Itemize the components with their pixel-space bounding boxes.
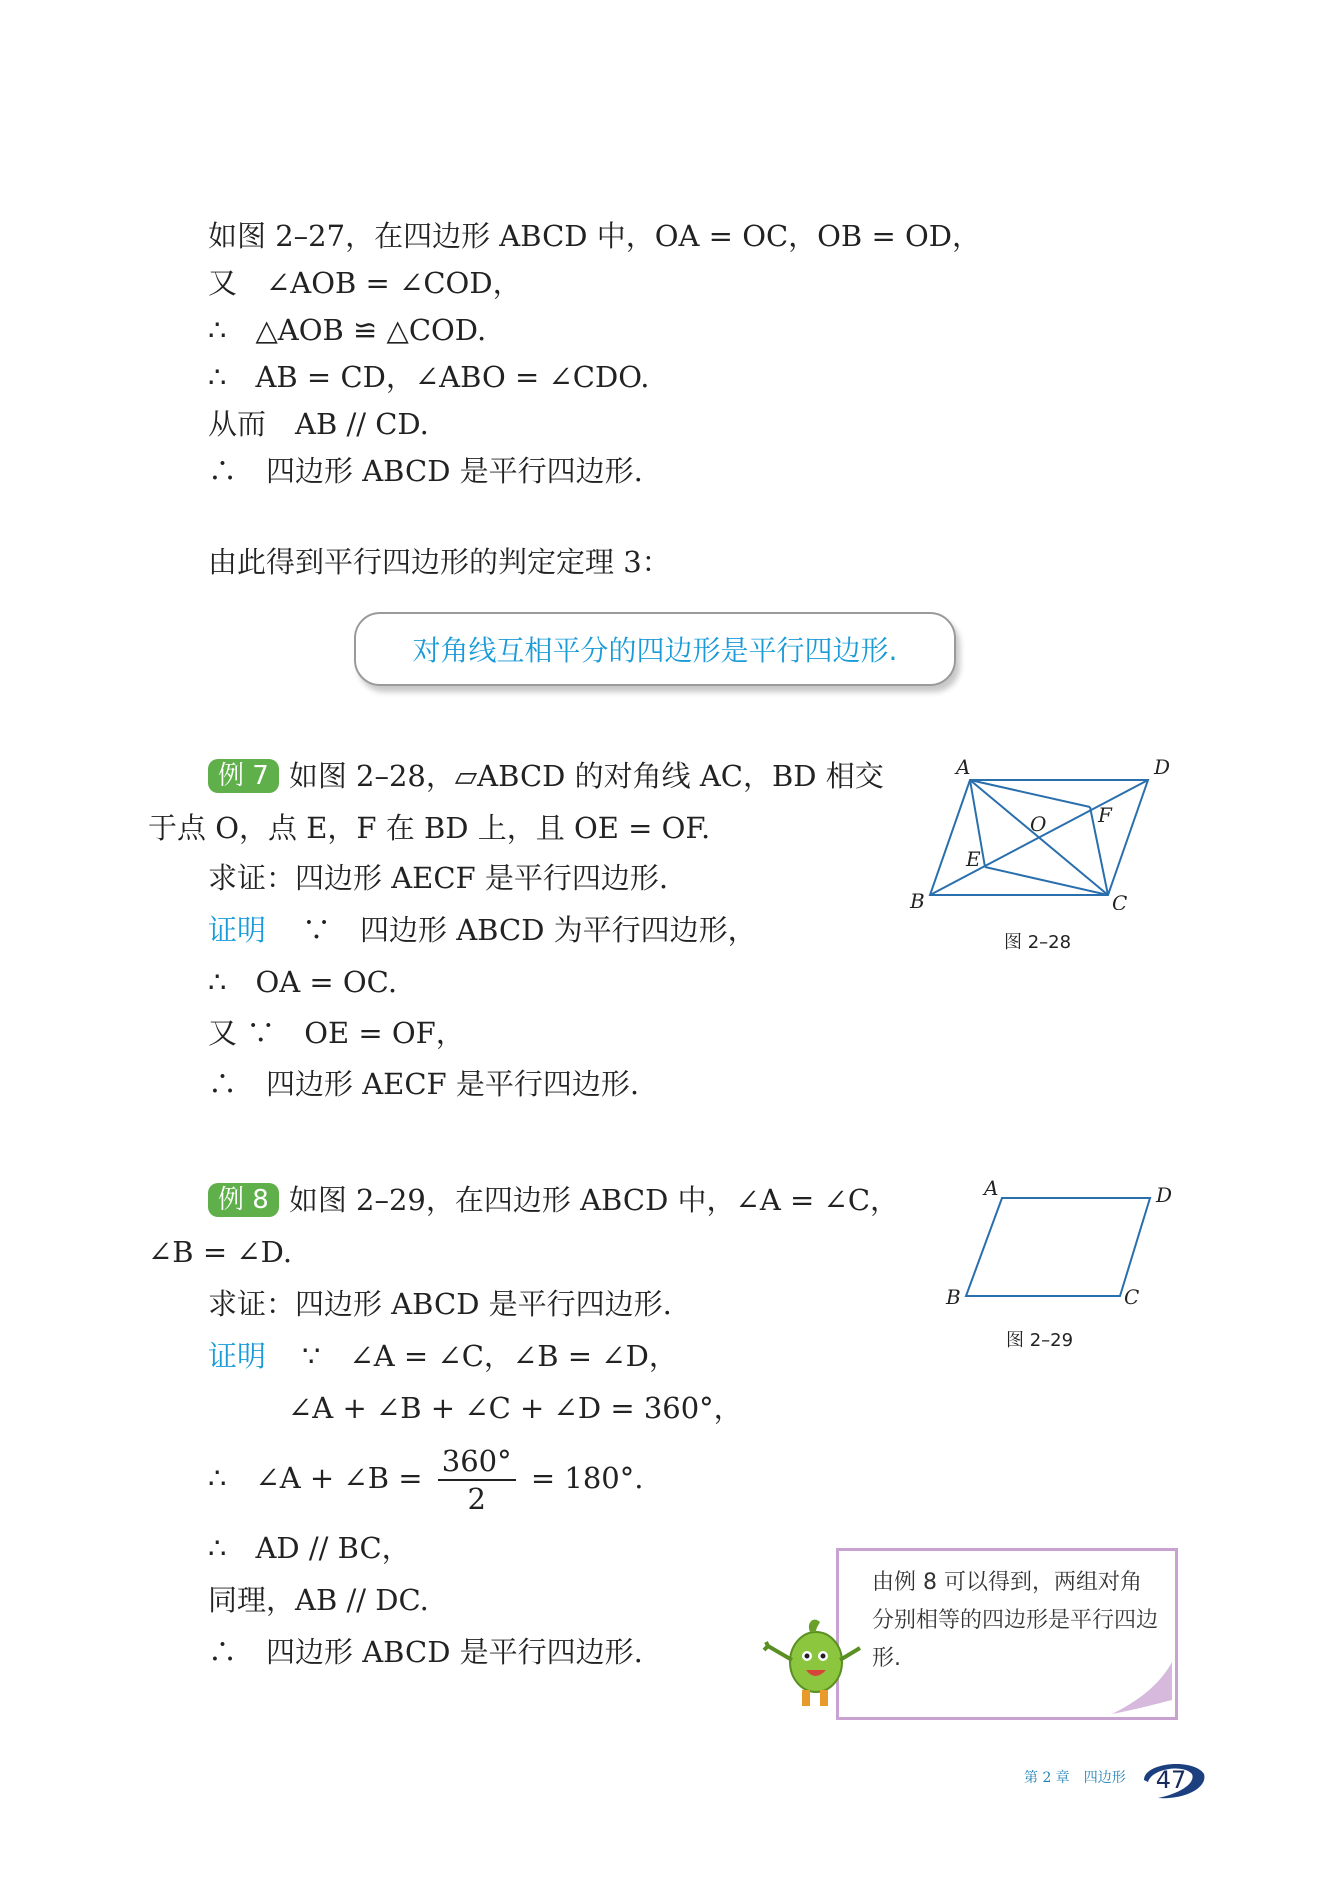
label-b: B: [946, 1285, 961, 1309]
example8-proof-line-1: [208, 1336, 678, 1376]
example7-text-4: ∵ 四边形 ABCD 为平行四边形，: [302, 913, 757, 947]
example8-line-3: 求证：四边形 ABCD 是平行四边形.: [208, 1287, 672, 1321]
example8-badge: 例 8: [208, 1183, 279, 1217]
label-b: B: [910, 889, 925, 910]
label-d: D: [1156, 1183, 1173, 1207]
label-o: O: [1030, 812, 1047, 836]
proof-label: 证明: [208, 1339, 267, 1373]
fraction-numerator: 360°: [438, 1443, 516, 1481]
proof-line-1: 如图 2–27，在四边形 ABCD 中，OA = OC，OB = OD，: [208, 219, 982, 253]
segment-ec: [985, 867, 1108, 895]
mascot-icon: [760, 1608, 872, 1712]
label-d: D: [1154, 755, 1171, 779]
example7-proof-line-4: ∴ 四边形 AECF 是平行四边形.: [208, 1067, 640, 1101]
proof-line-4: ∴ AB = CD，∠ABO = ∠CDO.: [208, 360, 650, 394]
label-a: A: [984, 1176, 999, 1200]
example7-text-1: 如图 2–28，▱ABCD 的对角线 AC，BD 相交: [288, 759, 884, 793]
figure-2-28: [900, 740, 1190, 910]
example7-proof-line-3: 又 ∵ OE = OF，: [208, 1016, 465, 1050]
note-text: 由例 8 可以得到，两组对角分别相等的四边形是平行四边形.: [872, 1570, 1159, 1671]
example7-proof-line-1: [208, 910, 757, 950]
example8-proof-line-4: ∴ AD // BC，: [208, 1531, 411, 1565]
label-e: E: [966, 847, 981, 871]
figure-2-29-caption: 图 2–29: [1006, 1330, 1074, 1351]
example8-text-4: ∵ ∠A = ∠C，∠B = ∠D，: [302, 1339, 678, 1373]
page-number: 47: [1155, 1766, 1187, 1794]
theorem-intro: 由此得到平行四边形的判定定理 3：: [208, 545, 671, 579]
example8-proof-line-6: ∴ 四边形 ABCD 是平行四边形.: [208, 1635, 643, 1669]
example8-proof-line-3: [208, 1438, 643, 1518]
fraction-denominator: 2: [467, 1482, 486, 1516]
example8-proof-line-5: 同理，AB // DC.: [208, 1583, 429, 1617]
proof-line-6: ∴ 四边形 ABCD 是平行四边形.: [208, 454, 643, 488]
proof-line-3: ∴ △AOB ≌ △COD.: [208, 313, 487, 347]
example8-text-1: 如图 2–29，在四边形 ABCD 中，∠A = ∠C，: [288, 1183, 900, 1217]
fraction-prefix: ∴ ∠A + ∠B =: [208, 1461, 423, 1495]
example7-badge: 例 7: [208, 759, 279, 793]
example8-proof-line-2: ∠A + ∠B + ∠C + ∠D = 360°，: [288, 1391, 743, 1425]
example8-line-1: [208, 1180, 899, 1220]
example7-line-2: 于点 O，点 E，F 在 BD 上，且 OE = OF.: [148, 811, 711, 845]
proof-label: 证明: [208, 913, 267, 947]
fraction: [438, 1443, 516, 1517]
example7-proof-line-2: ∴ OA = OC.: [208, 965, 398, 999]
segment-af: [970, 780, 1090, 807]
example8-line-2: ∠B = ∠D.: [148, 1235, 293, 1269]
figure-2-29: [940, 1170, 1190, 1310]
diagonal-bd: [930, 780, 1148, 895]
label-c: C: [1124, 1285, 1140, 1309]
proof-line-2: 又 ∠AOB = ∠COD，: [208, 266, 522, 300]
chapter-footer: 第 2 章 四边形: [1024, 1770, 1126, 1786]
figure-2-28-caption: 图 2–28: [1004, 932, 1072, 953]
example7-line-1: [208, 756, 884, 796]
parallelogram-abcd-2: [966, 1198, 1150, 1296]
label-a: A: [956, 755, 971, 779]
label-c: C: [1112, 891, 1128, 910]
proof-line-5: 从而 AB // CD.: [208, 407, 429, 441]
fraction-result: = 180°.: [530, 1461, 644, 1495]
example7-line-3: 求证：四边形 AECF 是平行四边形.: [208, 861, 669, 895]
theorem-box: [354, 612, 956, 686]
theorem-text: 对角线互相平分的四边形是平行四边形.: [412, 634, 898, 667]
label-f: F: [1098, 803, 1112, 827]
